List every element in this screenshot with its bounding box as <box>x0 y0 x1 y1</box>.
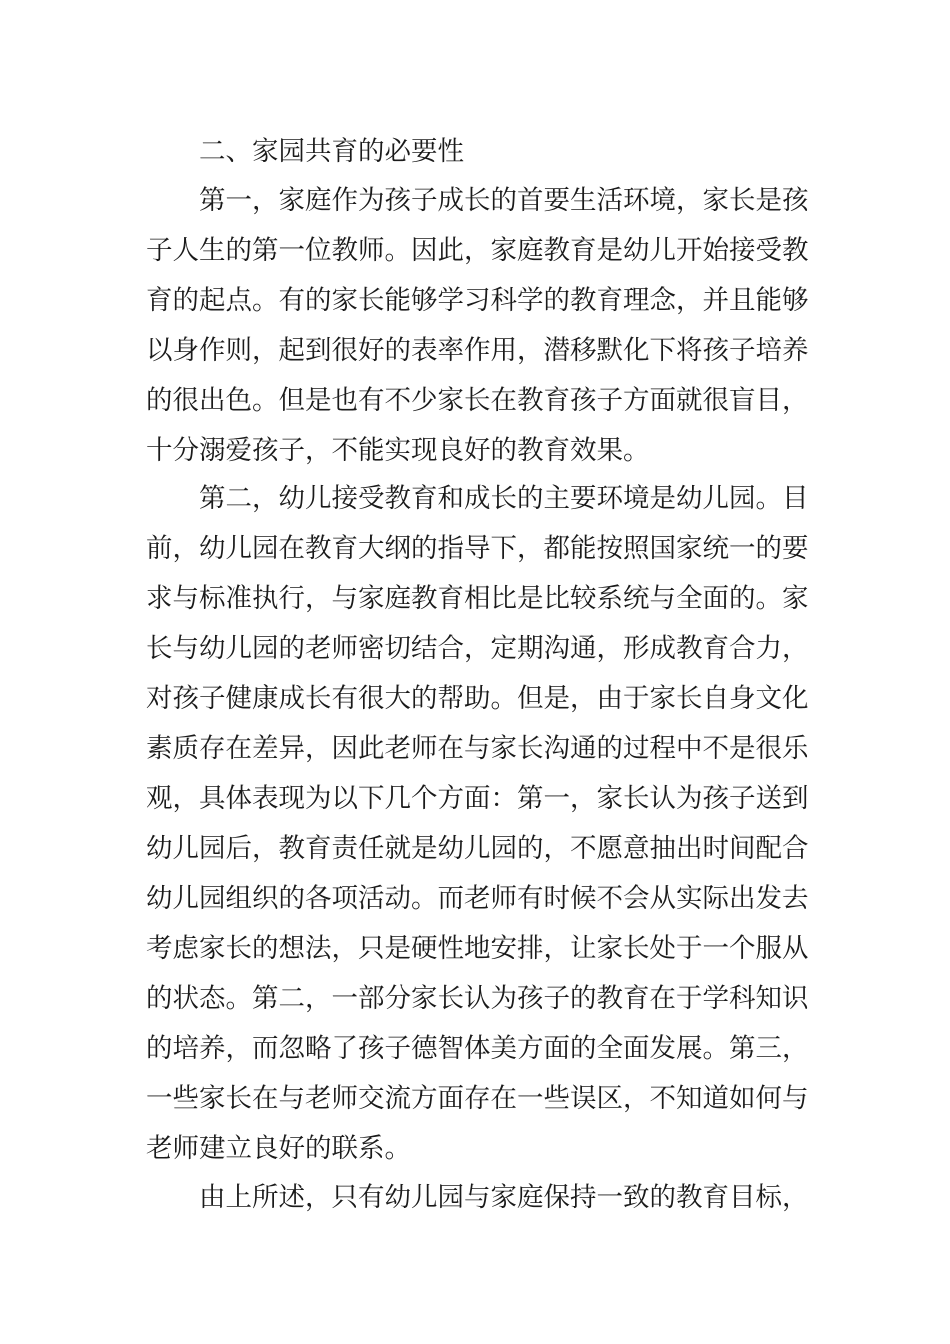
paragraph-2-line-11: 的状态。第二，一部分家长认为孩子的教育在于学科知识 <box>146 983 809 1014</box>
paragraph-2-line-14: 老师建立良好的联系。 <box>146 1133 411 1164</box>
paragraph-1-line-5: 的很出色。但是也有不少家长在教育孩子方面就很盲目， <box>146 385 809 416</box>
paragraph-2-line-5: 对孩子健康成长有很大的帮助。但是，由于家长自身文化 <box>146 683 809 714</box>
paragraph-2-line-1: 第二，幼儿接受教育和成长的主要环境是幼儿园。目 <box>199 483 809 514</box>
paragraph-2-line-4: 长与幼儿园的老师密切结合，定期沟通，形成教育合力， <box>146 633 809 664</box>
paragraph-2-line-8: 幼儿园后，教育责任就是幼儿园的，不愿意抽出时间配合 <box>146 833 809 864</box>
paragraph-1-line-6: 十分溺爱孩子，不能实现良好的教育效果。 <box>146 435 650 466</box>
paragraph-1-line-4: 以身作则，起到很好的表率作用，潜移默化下将孩子培养 <box>146 335 809 366</box>
paragraph-2-line-2: 前，幼儿园在教育大纲的指导下，都能按照国家统一的要 <box>146 533 809 564</box>
paragraph-2-line-9: 幼儿园组织的各项活动。而老师有时候不会从实际出发去 <box>146 883 809 914</box>
paragraph-1-line-2: 子人生的第一位教师。因此，家庭教育是幼儿开始接受教 <box>146 235 809 266</box>
paragraph-1-line-1: 第一，家庭作为孩子成长的首要生活环境，家长是孩 <box>199 185 809 216</box>
paragraph-2-line-7: 观，具体表现为以下几个方面：第一，家长认为孩子送到 <box>146 783 809 814</box>
paragraph-1-line-3: 育的起点。有的家长能够学习科学的教育理念，并且能够 <box>146 285 809 316</box>
paragraph-2-line-12: 的培养，而忽略了孩子德智体美方面的全面发展。第三， <box>146 1033 809 1064</box>
paragraph-3-line-1: 由上所述，只有幼儿园与家庭保持一致的教育目标， <box>199 1182 809 1213</box>
paragraph-2-line-13: 一些家长在与老师交流方面存在一些误区，不知道如何与 <box>146 1083 809 1114</box>
paragraph-2-line-10: 考虑家长的想法，只是硬性地安排，让家长处于一个服从 <box>146 933 809 964</box>
paragraph-2-line-3: 求与标准执行，与家庭教育相比是比较系统与全面的。家 <box>146 583 809 614</box>
section-heading: 二、家园共育的必要性 <box>199 136 464 167</box>
paragraph-2-line-6: 素质存在差异，因此老师在与家长沟通的过程中不是很乐 <box>146 733 809 764</box>
